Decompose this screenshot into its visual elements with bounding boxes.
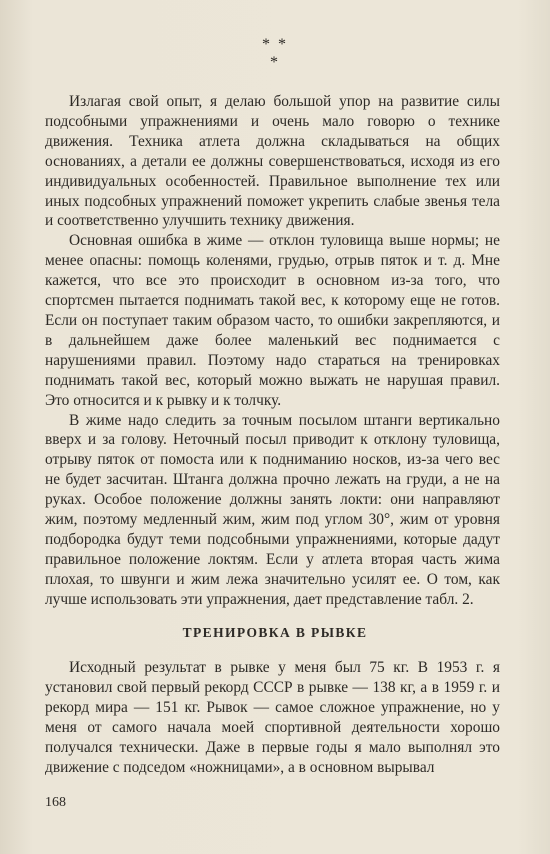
ornament-star-bottom: *	[270, 54, 280, 71]
paragraph-2: Основная ошибка в жиме — отклон туловища выше нормы; не менее опасны: помощь коленями, грудью, отрыв пяток и т. д. Мне кажется, что все это происходит в основном из-за того, что спортсмен пытается поднимать такой вес, к которому еще не готов. Если он поступает таким образом часто, то ошибки закрепляются, и в дальнейшем даже более маленький вес поднимается с нарушениями правил. Поэтому надо стараться на тренировках поднимать такой вес, который можно выжать не нарушая правил. Это относится и к рывку и к толчку.	[45, 232, 500, 409]
body-text-before-heading	[45, 92, 500, 610]
ornament-stars-top: * *	[262, 36, 288, 53]
section-ornament	[0, 36, 550, 72]
paragraph-3: В жиме надо следить за точным посылом штанги вертикально вверх и за голову. Неточный посыл приводит к отклону туловища, отрыву пяток от помоста или к подниманию носков, из-за чего вес не будет засчитан. Штанга должна прочно лежать на груди, а не на руках. Особое положение должны занять локти: они направляют жим, поэтому медленный жим, жим под углом 30°, жим от уровня подбородка будут теми подсобными упражнениями, которые дадут правильное положение локтям. Если у атлета вторая часть жима плохая, то швунги и жим лежа значительно усилят ее. О том, как лучше использовать эти упражнения, дает представление табл. 2.	[45, 411, 500, 608]
page-number: 168	[45, 795, 66, 810]
paragraph-4: Исходный результат в рывке у меня был 75 кг. В 1953 г. я установил свой первый рекорд СССР в рывке — 138 кг, а в 1959 г. и рекорд мира — 151 кг. Рывок — самое сложное упражнение, но у меня от самого начала моей спортивной деятельности хорошо получался технически. Даже в первые годы я мало выполнял это движение с подседом «ножницами», а в основном вырывал	[45, 659, 500, 776]
body-text-after-heading	[45, 658, 500, 777]
paragraph-1: Излагая свой опыт, я делаю большой упор на развитие силы подсобными упражнениями и очень мало говорю о технике движения. Техника атлета должна складываться на общих основаниях, а детали ее должны совершенствоваться, исходя из его индивидуальных особенностей. Правильное выполнение тех или иных подсобных упражнений поможет укрепить слабые звенья тела и соответственно улучшить технику движения.	[45, 93, 500, 230]
section-heading: ТРЕНИРОВКА В РЫВКЕ	[182, 625, 368, 640]
